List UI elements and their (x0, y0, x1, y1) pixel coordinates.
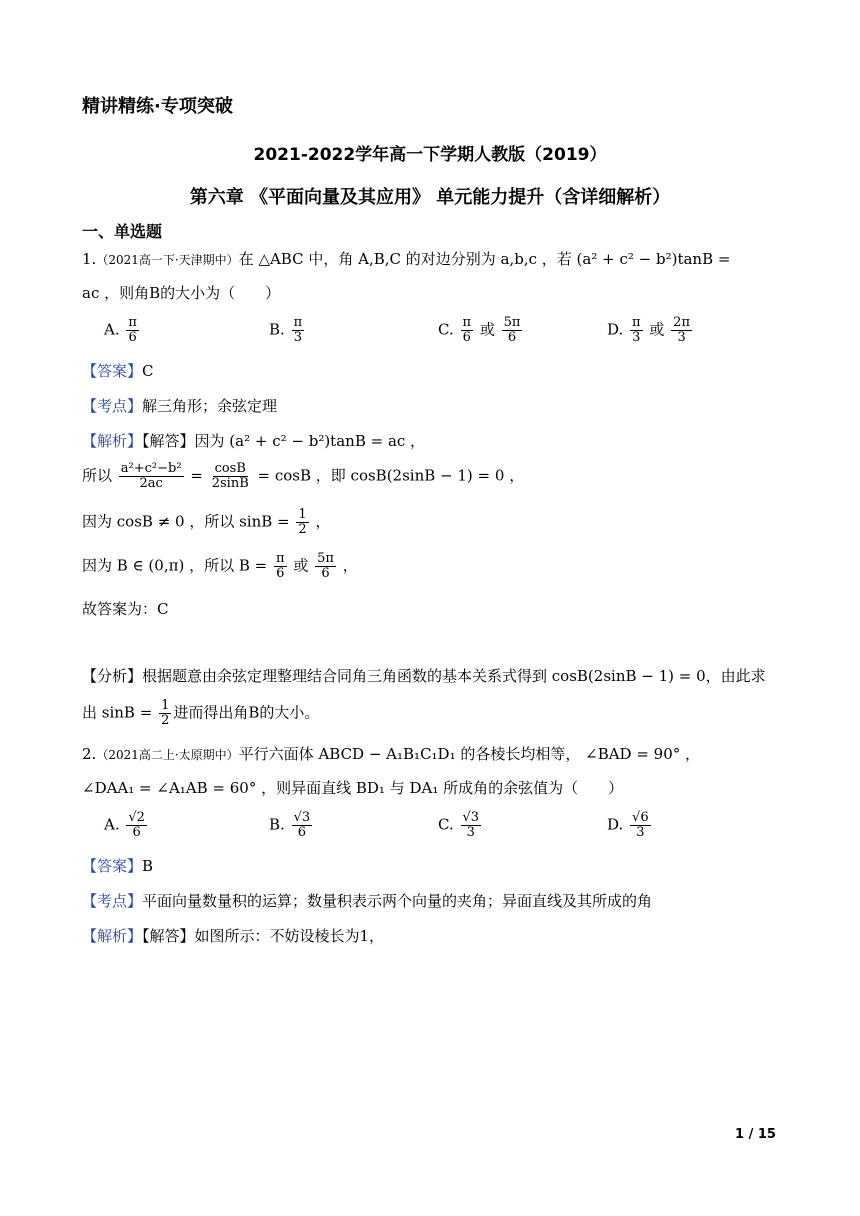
q2-option-c: C. $\frac{√3}{3}$ (438, 810, 480, 840)
q2-stem-a: 平行六面体 ABCD − A₁B₁C₁D₁ 的各棱长均相等， ∠BAD = 90° ， (238, 745, 701, 763)
q1-solution-line5: 故答案为：C (82, 600, 169, 618)
q2-answer: 【答案】B (82, 857, 154, 875)
q1-source: （2021高一下·天津期中） (96, 253, 239, 267)
q2-source: （2021高二上·太原期中） (96, 748, 239, 762)
q2-stem-b: ∠DAA₁ = ∠A₁AB = 60° ，则异面直线 BD₁ 与 DA₁ 所成角的余弦值为（ ） (82, 779, 624, 797)
q1-knowledge-point: 【考点】解三角形；余弦定理 (82, 397, 278, 415)
doc-title-line2: 第六章 《平面向量及其应用》 单元能力提升（含详细解析） (189, 187, 671, 208)
q2-number: 2. (82, 745, 97, 763)
section-heading: 一、单选题 (82, 222, 163, 241)
q1-solution-line2: 所以 $\frac{\text{a²+c²−b²}}{2ac}$ = $\frac{\cos B}{2\sin B}$ = cosB ，即 cosB(2sinB − 1) = 0 ， (82, 461, 525, 491)
q1-solution-line4: 因为 B ∈ (0,π) ，所以 B = $\frac{\pi}{6}$ 或 $\frac{5\pi}{6}$ ， (82, 551, 358, 581)
q1-solution-line3: 因为 cosB ≠ 0 ，所以 sinB = $\frac{1}{2}$ ， (82, 507, 331, 537)
q1-option-d: D. $\frac{\pi}{3}$ 或 $\frac{2\pi}{3}$ (607, 315, 690, 345)
q2-option-a: A. $\frac{√2}{6}$ (104, 810, 145, 840)
q1-analysis-line1: 【分析】根据题意由余弦定理整理结合同角三角函数的基本关系式得到 cosB(2sinB − 1) = 0，由此求 (82, 667, 766, 685)
q1-answer: 【答案】C (82, 362, 154, 380)
doc-title-line1: 2021-2022学年高一下学期人教版（2019） (253, 145, 607, 165)
q2-solution-line1: 【解析】【解答】如图所示：不妨设棱长为1， (82, 927, 385, 945)
brand-title: 精讲精练·专项突破 (82, 96, 233, 117)
q1-option-a-frac: $\frac{\pi}{6}$ (128, 315, 137, 345)
q2-knowledge-point: 【考点】平面向量数量积的运算；数量积表示两个向量的夹角；异面直线及其所成的角 (82, 892, 653, 910)
q1-number: 1. (82, 250, 97, 268)
q2-option-b: B. $\frac{√3}{6}$ (269, 810, 311, 840)
q1-option-b-frac: $\frac{\pi}{3}$ (293, 315, 303, 345)
q1-stem-b: ac ，则角B的大小为（ ） (82, 284, 281, 302)
page-number: 1 / 15 (735, 1127, 776, 1142)
q1-option-c: C. $\frac{\pi}{6}$ 或 $\frac{5\pi}{6}$ (438, 315, 521, 345)
q1-option-b: B. $\frac{\pi}{3}$ (269, 315, 303, 345)
q2-option-d: D. $\frac{√6}{3}$ (607, 810, 649, 840)
q1-stem-a: 在 △ABC 中，角 A,B,C 的对边分别为 a,b,c ，若 (a² + c² − b²)tanB = (238, 250, 731, 268)
q1-analysis-line2: 出 sinB = $\frac{1}{2}$ 进而得出角B的大小。 (82, 698, 320, 728)
q1-option-a: A. $\frac{\pi}{6}$ (104, 315, 137, 345)
q1-solution-line1: 【解析】【解答】因为 (a² + c² − b²)tanB = ac ， (82, 432, 426, 450)
q1-stem-line1 (82, 248, 730, 269)
q2-stem-line1 (82, 743, 700, 764)
